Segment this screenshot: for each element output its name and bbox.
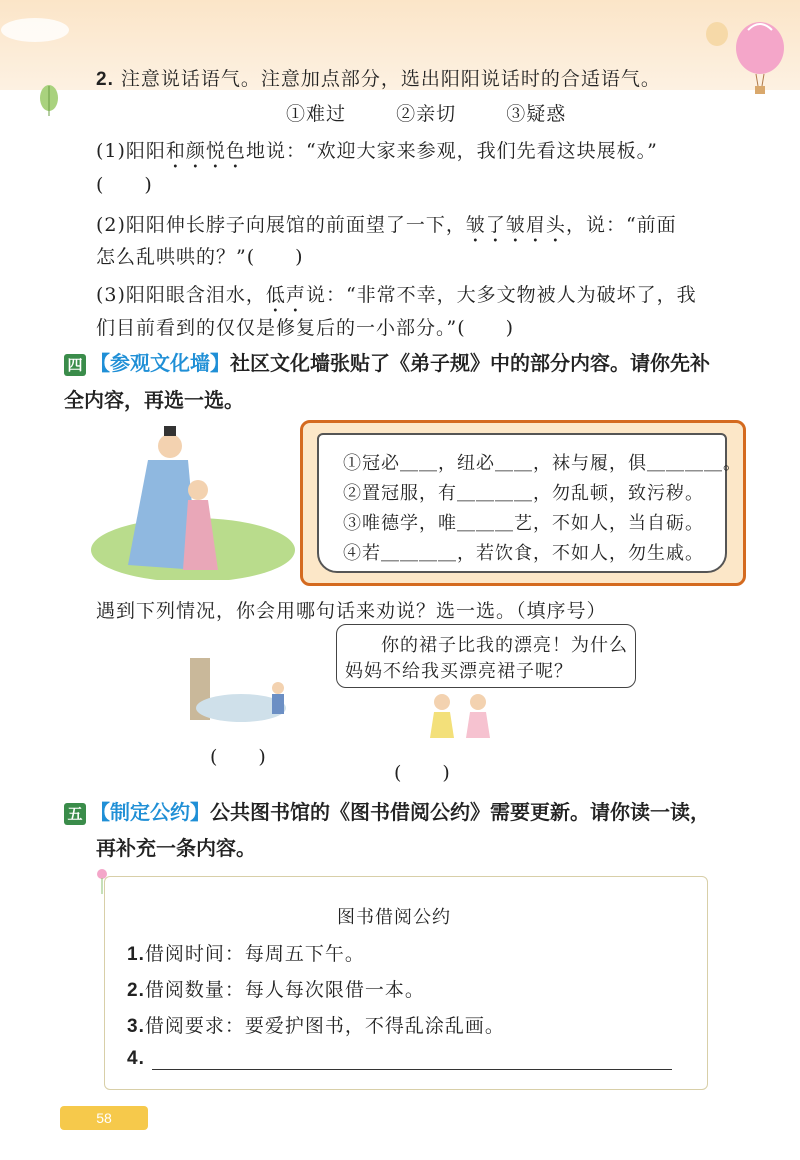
section-4-text1: 社区文化墙张贴了《弟子规》中的部分内容。请你先补 [230, 351, 710, 375]
q2-item3 [96, 280, 697, 317]
section-5-text1: 公共图书馆的《图书借阅公约》需要更新。请你读一读， [210, 800, 710, 824]
library-rules-card [104, 876, 708, 1090]
q2-item3-a: (3)阳阳眼含泪水， [96, 284, 266, 306]
cloud-icon [0, 14, 70, 44]
rule-3-text: 借阅要求：要爱护图书，不得乱涂乱画。 [144, 1015, 505, 1037]
leaf-icon [34, 84, 64, 118]
q2-item3-dot: 低声 [265, 284, 306, 306]
teacher-child-illustration [88, 420, 298, 580]
q2-item1-answer[interactable]: ( ) [96, 174, 153, 196]
section-4-tag: 【参观文化墙】 [90, 351, 230, 375]
page-number-text: 58 [96, 1110, 112, 1126]
rule-2-num: 2. [127, 980, 145, 1001]
messy-clothes-illustration [186, 656, 296, 726]
rule-4 [127, 1047, 672, 1070]
rule-3 [127, 1011, 505, 1038]
card-title: 图书借阅公约 [337, 907, 451, 928]
rule-1-num: 1. [127, 944, 145, 965]
rule-1 [127, 939, 365, 966]
q2-item2-dot: 皱了皱眉头 [465, 214, 566, 236]
rule-4-num: 4. [127, 1048, 145, 1069]
bubble-line-1: 你的裙子比我的漂亮！为什么 [381, 635, 628, 656]
rule-4-blank[interactable] [152, 1051, 672, 1070]
rule-2 [127, 975, 425, 1002]
q2-options [286, 99, 566, 126]
q2-item1-b: 地说：“欢迎大家来参观，我们先看这块展板。” [245, 140, 658, 162]
q2-item1 [96, 136, 658, 173]
book-page [317, 433, 742, 573]
answer-left[interactable]: ( ) [210, 746, 267, 768]
q2-item2-line2[interactable]: 怎么乱哄哄的？”( ) [96, 246, 304, 268]
option-doubt: ③疑惑 [506, 103, 567, 125]
q2-item3-b: 说：“非常不幸，大多文物被人为破坏了，我 [305, 284, 697, 306]
book-panel [300, 420, 746, 586]
situation-question: 遇到下列情况，你会用哪句话来劝说？选一选。（填序号） [96, 600, 607, 622]
section-5-tag: 【制定公约】 [90, 800, 210, 824]
section-4-heading [64, 347, 710, 376]
dizigui-line-1[interactable]: ①冠必＿＿，纽必＿＿，袜与履，俱＿＿＿＿。 [343, 453, 742, 474]
q2-title [96, 64, 661, 91]
q2-item1-dot: 和颜悦色 [165, 140, 246, 162]
page-number [60, 1106, 148, 1130]
option-sad: ①难过 [286, 103, 347, 125]
balloon-small-icon [702, 22, 732, 62]
dizigui-line-4[interactable]: ④若＿＿＿＿，若饮食，不如人，勿生戚。 [343, 543, 704, 564]
dizigui-line-3[interactable]: ③唯德学，唯＿＿＿艺，不如人，当自砺。 [343, 513, 704, 534]
answer-right[interactable]: ( ) [394, 762, 451, 784]
q2-item3-line2[interactable]: 们目前看到的仅仅是修复后的一小部分。”( ) [96, 317, 515, 339]
q2-title-text: 注意说话语气。注意加点部分，选出阳阳说话时的合适语气。 [120, 68, 661, 90]
rule-2-text: 借阅数量：每人每次限借一本。 [144, 979, 425, 1001]
balloon-icon [728, 20, 788, 100]
section-4-badge: 四 [64, 354, 86, 376]
two-girls-illustration [420, 690, 500, 750]
section-4-text2: 全内容，再选一选。 [64, 388, 244, 412]
rule-3-num: 3. [127, 1016, 145, 1037]
q2-item1-a: (1)阳阳 [96, 140, 166, 162]
section-5-badge: 五 [64, 803, 86, 825]
section-5-text2: 再补充一条内容。 [96, 836, 256, 860]
bubble-line-2: 妈妈不给我买漂亮裙子呢？ [345, 661, 573, 682]
rule-1-text: 借阅时间：每周五下午。 [144, 943, 365, 965]
option-kind: ②亲切 [396, 103, 457, 125]
speech-bubble [336, 624, 636, 688]
section-5-heading [64, 796, 710, 825]
q2-number: 2. [96, 69, 114, 90]
dizigui-line-2[interactable]: ②置冠服，有＿＿＿＿，勿乱顿，致污秽。 [343, 483, 704, 504]
q2-item2-a: (2)阳阳伸长脖子向展馆的前面望了一下， [96, 214, 466, 236]
q2-item2-b: ，说：“前面 [565, 214, 677, 236]
